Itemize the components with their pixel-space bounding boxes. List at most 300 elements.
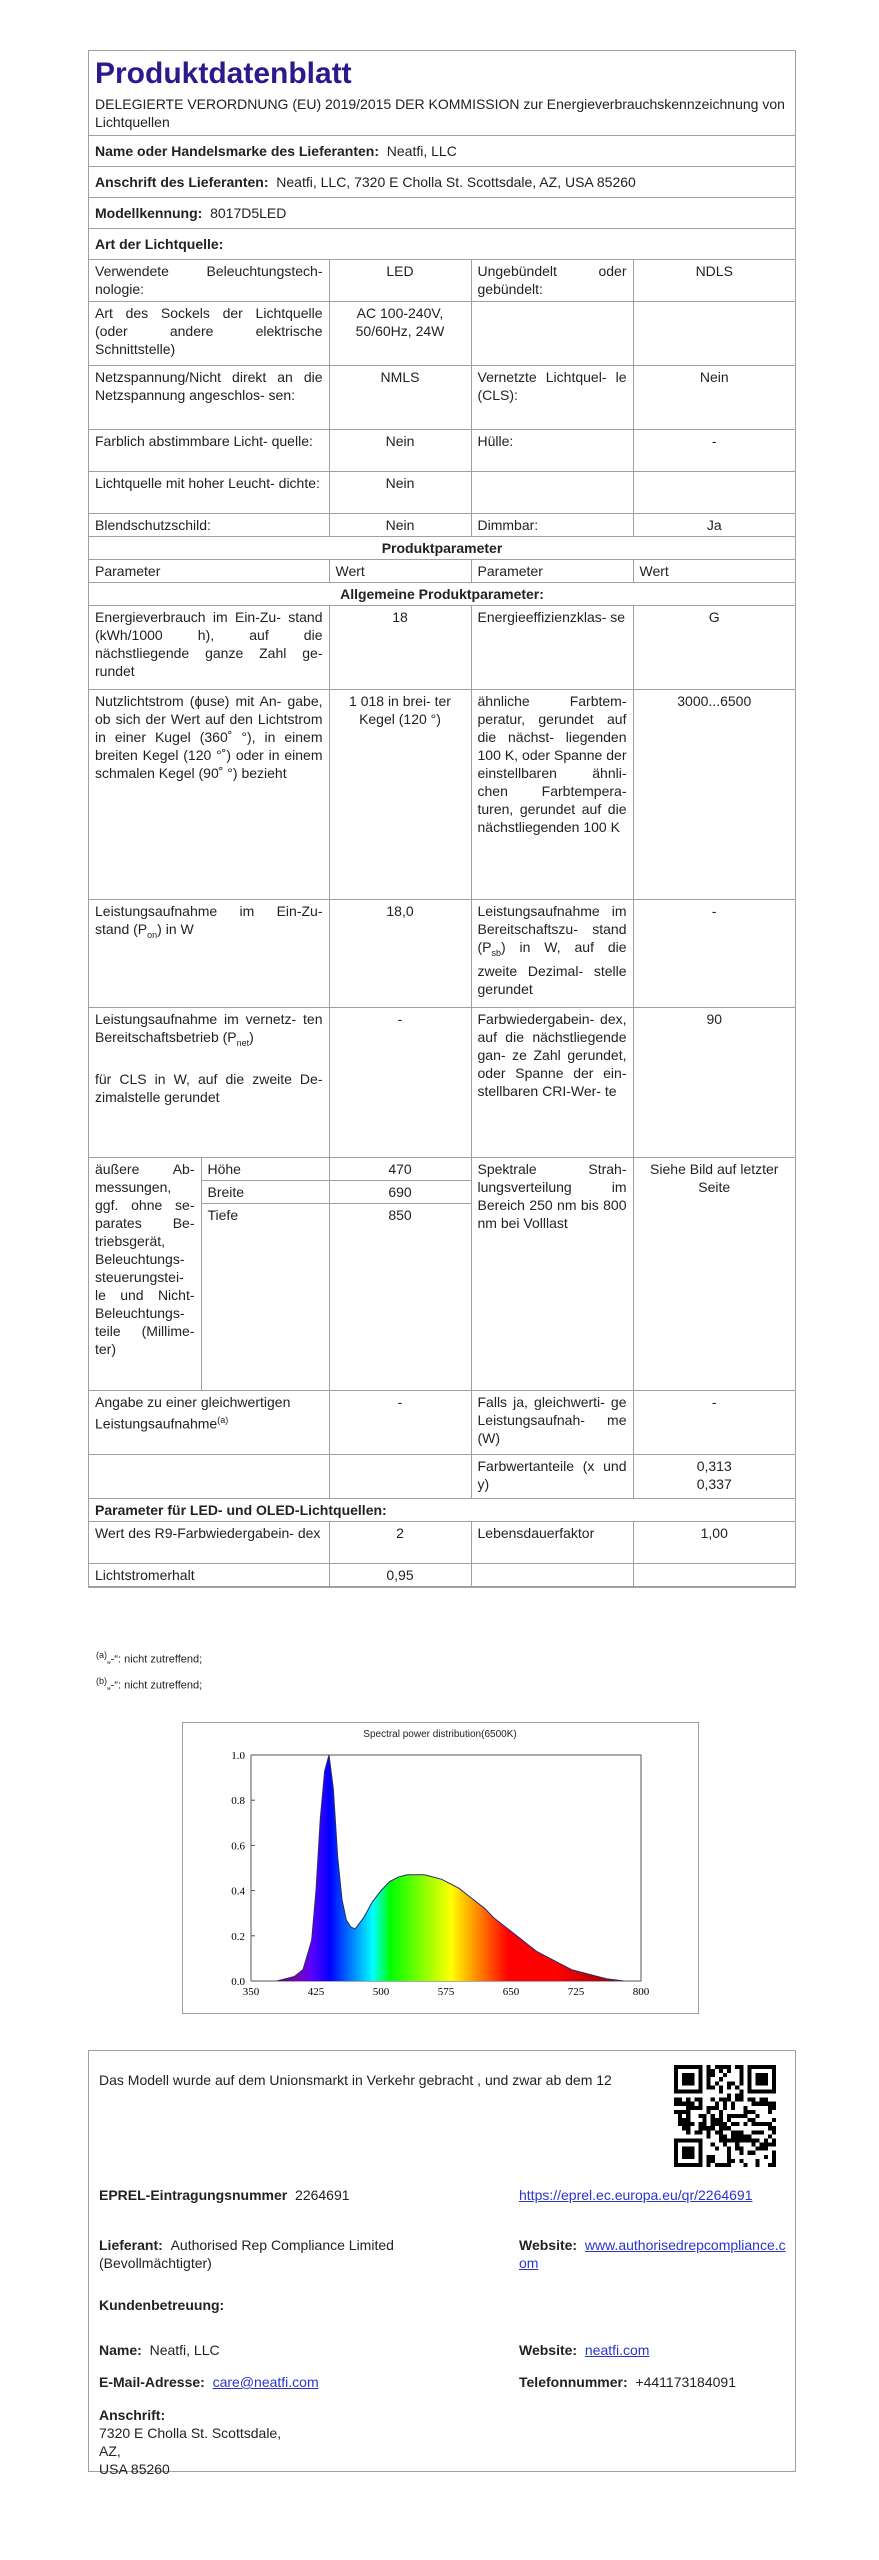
phone-row xyxy=(519,2373,736,2391)
type-label: Art der Lichtquelle: xyxy=(95,236,224,252)
spectrum-band xyxy=(289,1755,291,1981)
customer-address xyxy=(99,2406,281,2478)
website2-link[interactable]: neatfi.com xyxy=(584,2342,650,2358)
spectrum-band xyxy=(596,1755,598,1981)
spectrum-band xyxy=(620,1755,622,1981)
spectrum-band xyxy=(537,1755,539,1981)
spectrum-band xyxy=(534,1755,536,1981)
address-label: Anschrift: xyxy=(99,2407,166,2423)
spectrum-band xyxy=(617,1755,619,1981)
supplier-value: Neatfi, LLC xyxy=(386,143,457,159)
spectrum-band xyxy=(438,1755,440,1981)
type-label-cell: Dimmbar: xyxy=(471,514,633,537)
pnet-value: - xyxy=(329,1008,471,1158)
website2-label: Website: xyxy=(519,2342,578,2358)
spectrum-band xyxy=(320,1755,322,1981)
email-link[interactable]: care@neatfi.com xyxy=(212,2374,319,2390)
spectrum-band xyxy=(428,1755,430,1981)
spectrum-band xyxy=(339,1755,341,1981)
x-tick-label: 800 xyxy=(632,1986,650,1998)
table-row xyxy=(89,430,795,472)
spectrum-band xyxy=(568,1755,570,1981)
spectrum-band xyxy=(494,1755,496,1981)
spectrum-band xyxy=(376,1755,378,1981)
footer-info xyxy=(88,2050,796,2477)
flux-label: Nutzlichtstrom (ɸuse) mit An- gabe, ob sich der Wert auf den Lichtstrom in einer Kugel (360˚ °), in einem breiten Kegel (120 °˚) oder in einem schmalen Kegel (90˚ °) bezieht xyxy=(89,690,329,900)
spectrum-band xyxy=(480,1755,482,1981)
spectrum-band xyxy=(521,1755,523,1981)
spectrum-band xyxy=(570,1755,572,1981)
spectrum-band xyxy=(594,1755,596,1981)
spectrum-band xyxy=(357,1755,359,1981)
spectrum-band xyxy=(499,1755,501,1981)
spectrum-band xyxy=(551,1755,553,1981)
spectrum-band xyxy=(293,1755,295,1981)
type-value-cell: AC 100-240V, 50/60Hz, 24W xyxy=(329,302,471,366)
lifetime-value: 1,00 xyxy=(633,1522,795,1564)
maintenance-value: 0,95 xyxy=(329,1564,471,1587)
spectrum-band xyxy=(508,1755,510,1981)
y-tick-label: 1.0 xyxy=(231,1750,245,1762)
spectrum-band xyxy=(390,1755,392,1981)
spectrum-band xyxy=(598,1755,600,1981)
y-tick-label: 0.6 xyxy=(231,1840,245,1853)
website-row xyxy=(519,2236,789,2272)
spectrum-band xyxy=(599,1755,601,1981)
type-value-cell xyxy=(633,302,795,366)
spectrum-band xyxy=(450,1755,452,1981)
supplier-label: Name oder Handelsmarke des Lieferanten: xyxy=(95,143,379,159)
spectrum-band xyxy=(514,1755,516,1981)
table-row xyxy=(89,1564,795,1587)
spectrum-band xyxy=(436,1755,438,1981)
eprel-row xyxy=(99,2186,350,2204)
empty-cell xyxy=(89,1455,329,1499)
spectrum-band xyxy=(391,1755,393,1981)
spectrum-band xyxy=(565,1755,567,1981)
y-tick-label: 0.4 xyxy=(231,1885,245,1898)
column-header: Parameter xyxy=(471,560,633,583)
psb-value: - xyxy=(633,900,795,1008)
spectrum-band xyxy=(306,1755,308,1981)
spectrum-band xyxy=(282,1755,284,1981)
spectrum-band xyxy=(528,1755,530,1981)
spectrum-band xyxy=(612,1755,614,1981)
spectrum-band xyxy=(495,1755,497,1981)
spectrum-band xyxy=(561,1755,563,1981)
chart-title: Spectral power distribution(6500K) xyxy=(363,1729,517,1740)
spectrum-band xyxy=(395,1755,397,1981)
spectrum-band xyxy=(407,1755,409,1981)
spectrum-band xyxy=(296,1755,298,1981)
table-row xyxy=(89,583,795,606)
website2-row xyxy=(519,2341,649,2359)
type-value-cell: NDLS xyxy=(633,260,795,302)
phone-value: +441173184091 xyxy=(635,2374,736,2390)
spectrum-band xyxy=(527,1755,529,1981)
y-tick-label: 0.8 xyxy=(231,1795,245,1808)
spectrum-band xyxy=(582,1755,584,1981)
spectrum-band xyxy=(367,1755,369,1981)
spectrum-band xyxy=(416,1755,418,1981)
cct-label: ähnliche Farbtem- peratur, gerundet auf die nächst- liegenden 100 K, oder Spanne der einstellbaren ähnli- chen Farbtempera- turen, gerundet auf die nächstliegenden 100 K xyxy=(471,690,633,900)
spectrum-band xyxy=(591,1755,593,1981)
table-row xyxy=(89,1522,795,1564)
table-row xyxy=(89,537,795,560)
spd-value: Siehe Bild auf letzter Seite xyxy=(633,1158,795,1391)
x-tick-label: 725 xyxy=(567,1986,585,1998)
spectrum-band xyxy=(405,1755,407,1981)
r9-label: Wert des R9-Farbwiedergabein- dex xyxy=(89,1522,329,1564)
table-row xyxy=(89,1455,795,1499)
empty-cell xyxy=(633,1564,795,1587)
spectrum-band xyxy=(546,1755,548,1981)
spectrum-band xyxy=(592,1755,594,1981)
qr-code[interactable] xyxy=(674,2065,776,2167)
eprel-label: EPREL-Eintragungsnummer xyxy=(99,2187,288,2203)
spectrum-band xyxy=(610,1755,612,1981)
spectrum-band xyxy=(475,1755,477,1981)
spectrum-band xyxy=(303,1755,305,1981)
lifetime-label: Lebensdauerfaktor xyxy=(471,1522,633,1564)
spectrum-band xyxy=(476,1755,478,1981)
spectrum-band xyxy=(294,1755,296,1981)
spectrum-band xyxy=(423,1755,425,1981)
table-row xyxy=(89,1391,795,1455)
spectrum-band xyxy=(326,1755,328,1981)
spectrum-band xyxy=(386,1755,388,1981)
spectrum-band xyxy=(400,1755,402,1981)
x-tick-label: 500 xyxy=(372,1986,390,1998)
energy-class-label: Energieeffizienzklas- se xyxy=(471,606,633,690)
height-label: Höhe xyxy=(201,1158,329,1181)
address-line: AZ, xyxy=(99,2443,121,2459)
flux-value: 1 018 in brei- ter Kegel (120 °) xyxy=(329,690,471,900)
footnote-b: $^{(b)}$„-“: nicht zutreffend; xyxy=(96,1675,203,1692)
spectrum-band xyxy=(587,1755,589,1981)
spectrum-band xyxy=(440,1755,442,1981)
y-tick-label: 0.0 xyxy=(231,1976,245,1988)
name-label: Name: xyxy=(99,2342,142,2358)
type-value-cell: Nein xyxy=(329,472,471,514)
spectrum-band xyxy=(334,1755,336,1981)
pon-label: Leistungsaufnahme im Ein-Zu- stand $(P_{on})$ in W xyxy=(89,900,329,1008)
type-label-cell: Vernetzte Lichtquel- le (CLS): xyxy=(471,366,633,430)
empty-cell xyxy=(471,1564,633,1587)
spectrum-band xyxy=(277,1755,279,1981)
customer-service-title: Kundenbetreuung: xyxy=(99,2297,225,2313)
spectrum-band xyxy=(445,1755,447,1981)
spectrum-band xyxy=(280,1755,282,1981)
spectrum-band xyxy=(532,1755,534,1981)
product-data-sheet xyxy=(88,50,796,1588)
spectrum-band xyxy=(542,1755,544,1981)
x-tick-label: 425 xyxy=(307,1986,325,1998)
type-value-cell xyxy=(633,472,795,514)
depth-label: Tiefe xyxy=(201,1204,329,1391)
spectrum-band xyxy=(601,1755,603,1981)
spectrum-band xyxy=(421,1755,423,1981)
spectrum-band xyxy=(383,1755,385,1981)
cri-label: Farbwiedergabein- dex, auf die nächstliegende gan- ze Zahl gerundet, oder Spanne der ein- stellbaren CRI-Wer- te xyxy=(471,1008,633,1158)
psb-label: Leistungsaufnahme im Bereitschaftszu- stand $(P_{sb})$ in W, auf die zweite Dezimal- stelle gerundet xyxy=(471,900,633,1008)
model-value: 8017D5LED xyxy=(210,205,287,221)
spectrum-band xyxy=(605,1755,607,1981)
website-label: Website: xyxy=(519,2237,578,2253)
spectrum-band xyxy=(513,1755,515,1981)
table-row xyxy=(89,366,795,430)
table-row xyxy=(89,472,795,514)
spectrum-band xyxy=(535,1755,537,1981)
spectrum-band xyxy=(492,1755,494,1981)
regulation-subtitle: DELEGIERTE VERORDNUNG (EU) 2019/2015 DER KOMMISSION zur Energieverbrauchskennzeichnung von Lichtquellen xyxy=(95,96,785,130)
spectrum-band xyxy=(431,1755,433,1981)
spectrum-band xyxy=(286,1755,288,1981)
spectrum-band xyxy=(469,1755,471,1981)
spectrum-band xyxy=(462,1755,464,1981)
address-label: Anschrift des Lieferanten: xyxy=(95,174,269,190)
spectrum-band xyxy=(447,1755,449,1981)
spectral-chart xyxy=(182,1722,699,2014)
x-tick-label: 650 xyxy=(502,1986,520,1998)
supplier-row xyxy=(99,2236,489,2272)
spectrum-band xyxy=(525,1755,527,1981)
spectrum-band xyxy=(468,1755,470,1981)
address-row xyxy=(89,166,795,197)
table-row xyxy=(89,560,795,583)
table-row xyxy=(89,260,795,302)
energy-class-value: G xyxy=(633,606,795,690)
type-value-cell: LED xyxy=(329,260,471,302)
spectrum-band xyxy=(412,1755,414,1981)
address-line: 7320 E Cholla St. Scottsdale, xyxy=(99,2425,282,2441)
spectrum-band xyxy=(471,1755,473,1981)
spectrum-band xyxy=(388,1755,390,1981)
chromaticity-label: Farbwertanteile (x und y) xyxy=(471,1455,633,1499)
spectrum-band xyxy=(398,1755,400,1981)
spectral-chart-svg xyxy=(183,1723,698,2013)
spectrum-band xyxy=(511,1755,513,1981)
address-line: USA 85260 xyxy=(99,2461,170,2477)
spectrum-band xyxy=(312,1755,314,1981)
spectrum-band xyxy=(426,1755,428,1981)
spectrum-band xyxy=(473,1755,475,1981)
spectrum-band xyxy=(575,1755,577,1981)
eprel-value: 2264691 xyxy=(295,2187,350,2203)
spectrum-band xyxy=(365,1755,367,1981)
spectrum-band xyxy=(353,1755,355,1981)
table-row xyxy=(89,900,795,1008)
type-header-row xyxy=(89,228,795,259)
spectrum-band xyxy=(404,1755,406,1981)
spectrum-band xyxy=(417,1755,419,1981)
spectrum-band xyxy=(410,1755,412,1981)
email-label: E-Mail-Adresse: xyxy=(99,2374,205,2390)
spectrum-band xyxy=(343,1755,345,1981)
spectrum-band xyxy=(331,1755,333,1981)
spectrum-band xyxy=(516,1755,518,1981)
chromaticity-value: 0,313 0,337 xyxy=(633,1455,795,1499)
spectrum-band xyxy=(435,1755,437,1981)
dimensions-label: äußere Ab- messungen, ggf. ohne se- parates Be- triebsgerät, Beleuchtungs- steuerungstei- le und Nicht- Beleuchtungs- teile (Millime- ter) xyxy=(89,1158,201,1390)
address-value: Neatfi, LLC, 7320 E Cholla St. Scottsdale, AZ, USA 85260 xyxy=(276,174,636,190)
spectrum-band xyxy=(540,1755,542,1981)
website-link[interactable]: www.authorisedrepcompliance.com xyxy=(519,2237,786,2271)
type-label-cell: Farblich abstimmbare Licht- quelle: xyxy=(89,430,329,472)
table-row xyxy=(89,606,795,690)
spectrum-band xyxy=(287,1755,289,1981)
spectrum-band xyxy=(397,1755,399,1981)
spectrum-band xyxy=(341,1755,343,1981)
spectrum-band xyxy=(544,1755,546,1981)
spectrum-band xyxy=(466,1755,468,1981)
spectrum-band xyxy=(419,1755,421,1981)
spectrum-band xyxy=(443,1755,445,1981)
spectrum-band xyxy=(313,1755,315,1981)
spectrum-band xyxy=(298,1755,300,1981)
type-label-cell: Art des Sockels der Lichtquelle (oder andere elektrische Schnittstelle) xyxy=(89,302,329,366)
spectrum-band xyxy=(457,1755,459,1981)
type-value-cell: Nein xyxy=(329,514,471,537)
spectrum-band xyxy=(348,1755,350,1981)
spectrum-band xyxy=(502,1755,504,1981)
spectrum-band xyxy=(613,1755,615,1981)
spectrum-band xyxy=(554,1755,556,1981)
spectrum-band xyxy=(449,1755,451,1981)
type-label-cell: Verwendete Beleuchtungstech- nologie: xyxy=(89,260,329,302)
spectrum-band xyxy=(504,1755,506,1981)
empty-cell xyxy=(329,1455,471,1499)
pon-value: 18,0 xyxy=(329,900,471,1008)
supplier-row xyxy=(89,135,795,166)
spectrum-band xyxy=(572,1755,574,1981)
spectrum-band xyxy=(520,1755,522,1981)
equiv2-label: Falls ja, gleichwerti- ge Leistungsaufnah- me (W) xyxy=(471,1391,633,1455)
spectrum-band xyxy=(547,1755,549,1981)
spectrum-band xyxy=(310,1755,312,1981)
table-row xyxy=(89,690,795,900)
footnote-a: $^{(a)}$„-“: nicht zutreffend; xyxy=(96,1650,203,1666)
eprel-link[interactable]: https://eprel.ec.europa.eu/qr/2264691 xyxy=(519,2187,753,2203)
spectrum-band xyxy=(430,1755,432,1981)
spectrum-band xyxy=(358,1755,360,1981)
type-label-cell: Netzspannung/Nicht direkt an die Netzspannung angeschlos- sen: xyxy=(89,366,329,430)
cct-value: 3000...6500 xyxy=(633,690,795,900)
spectrum-band xyxy=(360,1755,362,1981)
dimensions-cell xyxy=(89,1158,329,1391)
spd-label: Spektrale Strah- lungsverteilung im Bereich 250 nm bis 800 nm bei Volllast xyxy=(471,1158,633,1391)
spectrum-band xyxy=(379,1755,381,1981)
spectrum-band xyxy=(424,1755,426,1981)
spectrum-band xyxy=(488,1755,490,1981)
table-row xyxy=(89,1158,795,1391)
spectrum-band xyxy=(618,1755,620,1981)
spectrum-band xyxy=(556,1755,558,1981)
spectrum-band xyxy=(584,1755,586,1981)
energy-value: 18 xyxy=(329,606,471,690)
spectrum-band xyxy=(490,1755,492,1981)
supplier-label: Lieferant: xyxy=(99,2237,163,2253)
maintenance-label: Lichtstromerhalt xyxy=(89,1564,329,1587)
spectrum-band xyxy=(506,1755,508,1981)
spectrum-band xyxy=(327,1755,329,1981)
spectrum-band xyxy=(622,1755,624,1981)
type-value-cell: Nein xyxy=(329,430,471,472)
spectrum-band xyxy=(549,1755,551,1981)
spectrum-band xyxy=(329,1755,331,1981)
general-params-title: Allgemeine Produktparameter: xyxy=(89,583,795,606)
spectrum-band xyxy=(305,1755,307,1981)
equiv-label: Angabe zu einer gleichwertigen Leistungsaufnahme$^{(a)}$ xyxy=(89,1391,329,1455)
width-value: 690 xyxy=(330,1181,471,1204)
spectrum-band xyxy=(523,1755,525,1981)
spectrum-band xyxy=(364,1755,366,1981)
type-label-cell: Ungebündelt oder gebündelt: xyxy=(471,260,633,302)
type-label-cell: Lichtquelle mit hoher Leucht- dichte: xyxy=(89,472,329,514)
width-label: Breite xyxy=(201,1181,329,1204)
column-header: Wert xyxy=(633,560,795,583)
table-row xyxy=(89,302,795,366)
table-row xyxy=(89,1008,795,1158)
spectrum-band xyxy=(362,1755,364,1981)
spectrum-band xyxy=(461,1755,463,1981)
spectrum-band xyxy=(352,1755,354,1981)
market-intro: Das Modell wurde auf dem Unionsmarkt in Verkehr gebracht , und zwar ab dem 12 xyxy=(99,2072,612,2088)
spectrum-band xyxy=(577,1755,579,1981)
spectrum-band xyxy=(350,1755,352,1981)
x-tick-label: 575 xyxy=(437,1986,455,1998)
spectrum-band xyxy=(300,1755,302,1981)
spectrum-band xyxy=(355,1755,357,1981)
spectrum-band xyxy=(497,1755,499,1981)
spectrum-band xyxy=(414,1755,416,1981)
data-table xyxy=(89,259,795,1587)
spectrum-band xyxy=(518,1755,520,1981)
type-label-cell xyxy=(471,472,633,514)
type-value-cell: Nein xyxy=(633,366,795,430)
column-header: Wert xyxy=(329,560,471,583)
spectrum-band xyxy=(615,1755,617,1981)
spectrum-band xyxy=(483,1755,485,1981)
spectrum-band xyxy=(381,1755,383,1981)
equiv2-value: - xyxy=(633,1391,795,1455)
type-label-cell xyxy=(471,302,633,366)
spectrum-band xyxy=(579,1755,581,1981)
spectrum-band xyxy=(369,1755,371,1981)
spectrum-band xyxy=(606,1755,608,1981)
section-title: Produktparameter xyxy=(89,537,795,560)
spectrum-band xyxy=(402,1755,404,1981)
spectrum-band xyxy=(433,1755,435,1981)
spectrum-band xyxy=(384,1755,386,1981)
spectrum-band xyxy=(560,1755,562,1981)
y-tick-label: 0.2 xyxy=(231,1930,245,1943)
r9-value: 2 xyxy=(329,1522,471,1564)
email-row xyxy=(99,2373,319,2391)
spectrum-band xyxy=(558,1755,560,1981)
spectrum-band xyxy=(539,1755,541,1981)
spectrum-band xyxy=(393,1755,395,1981)
spectrum-band xyxy=(487,1755,489,1981)
pnet-label: Leistungsaufnahme im vernetz- ten Bereitschaftsbetrieb $(P_{net})$ für CLS in W, auf die zweite De- zimalstelle gerundet xyxy=(89,1008,329,1158)
table-row xyxy=(89,1499,795,1522)
type-label-cell: Hülle: xyxy=(471,430,633,472)
spectrum-band xyxy=(345,1755,347,1981)
spectrum-band xyxy=(324,1755,326,1981)
spectrum-band xyxy=(372,1755,374,1981)
footnotes xyxy=(96,1645,202,1696)
column-header: Parameter xyxy=(89,560,329,583)
